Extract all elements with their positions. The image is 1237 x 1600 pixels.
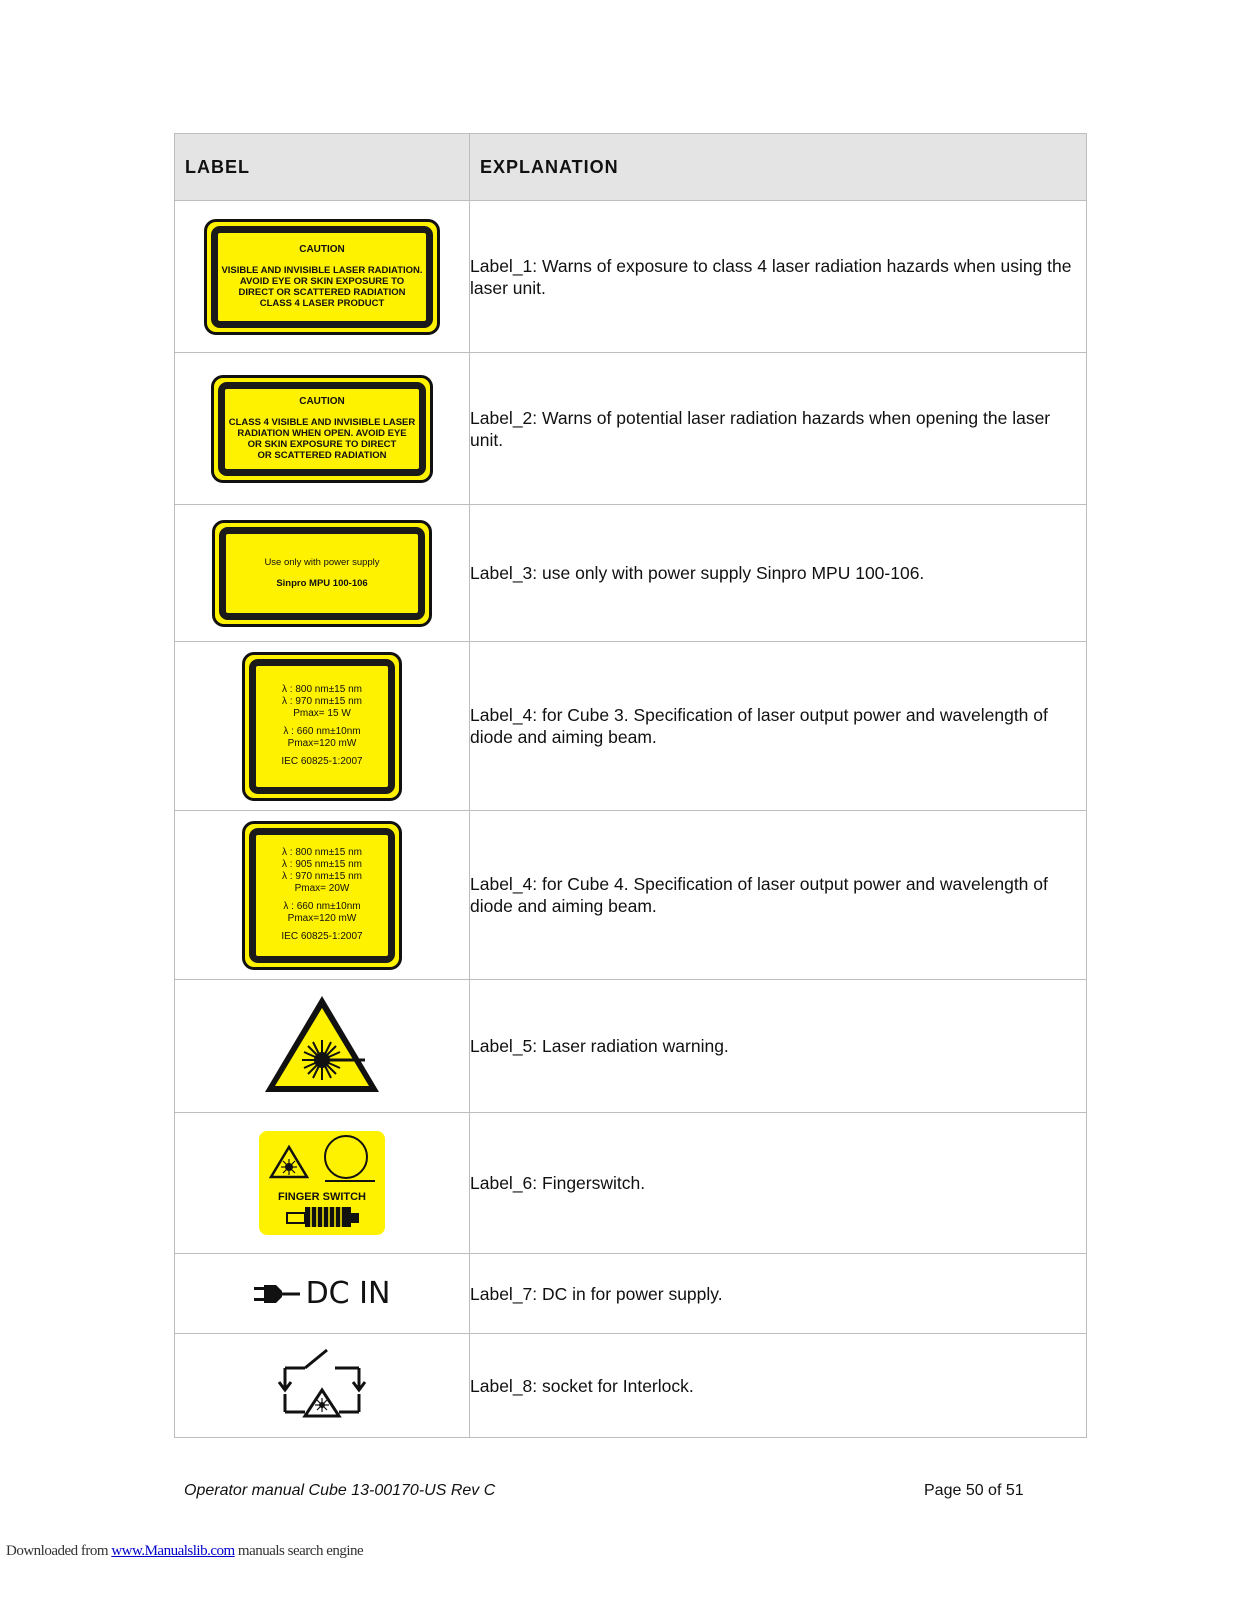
table-row xyxy=(175,353,1087,505)
watermark-suffix: manuals search engine xyxy=(234,1543,364,1559)
caution-sticker-1 xyxy=(204,219,440,335)
label-cell xyxy=(175,1113,470,1254)
power-supply-sticker xyxy=(212,520,432,627)
sticker-line: Pmax=120 mW xyxy=(287,913,357,924)
dc-in-text: DC IN xyxy=(305,1276,391,1311)
header-label: LABEL xyxy=(175,134,470,201)
interlock-switch-icon xyxy=(277,1346,367,1420)
spec-sticker-cube3 xyxy=(242,652,402,801)
sticker-line: IEC 60825-1:2007 xyxy=(281,931,363,942)
manualslib-link[interactable]: www.Manualslib.com xyxy=(111,1543,235,1559)
sticker-line: λ : 800 nm±15 nm xyxy=(282,847,362,858)
explanation-cell: Label_4: for Cube 4. Specification of laser output power and wavelength of diode and aiming beam. xyxy=(470,811,1087,980)
sticker-line: AVOID EYE OR SKIN EXPOSURE TO xyxy=(239,276,405,287)
sticker-line: Pmax=120 mW xyxy=(287,738,357,749)
sticker-line: Pmax= 15 W xyxy=(293,708,351,719)
table-row xyxy=(175,505,1087,642)
label-cell xyxy=(175,642,470,811)
table-row xyxy=(175,980,1087,1113)
sticker-heading: CAUTION xyxy=(299,244,345,255)
header-explanation: EXPLANATION xyxy=(470,134,1087,201)
explanation-cell: Label_6: Fingerswitch. xyxy=(470,1113,1087,1254)
label-cell xyxy=(175,505,470,642)
table-row xyxy=(175,1334,1087,1438)
sticker-line: VISIBLE AND INVISIBLE LASER RADIATION. xyxy=(221,265,423,276)
explanation-cell: Label_4: for Cube 3. Specification of laser output power and wavelength of diode and aiming beam. xyxy=(470,642,1087,811)
label-cell xyxy=(175,1254,470,1334)
sticker-line: λ : 660 nm±10nm xyxy=(283,901,361,912)
footer-manual-title: Operator manual Cube 13-00170-US Rev C xyxy=(184,1482,496,1499)
label-cell xyxy=(175,980,470,1113)
dc-in-label xyxy=(254,1276,391,1311)
sticker-line: Use only with power supply xyxy=(264,557,380,568)
sticker-line: λ : 660 nm±10nm xyxy=(283,726,361,737)
sticker-line: DIRECT OR SCATTERED RADIATION xyxy=(238,287,406,298)
explanation-cell: Label_8: socket for Interlock. xyxy=(470,1334,1087,1438)
labels-table xyxy=(174,133,1087,1438)
explanation-cell: Label_3: use only with power supply Sinpro MPU 100-106. xyxy=(470,505,1087,642)
sticker-line: IEC 60825-1:2007 xyxy=(281,756,363,767)
explanation-cell: Label_5: Laser radiation warning. xyxy=(470,980,1087,1113)
sticker-line: CLASS 4 VISIBLE AND INVISIBLE LASER xyxy=(228,417,416,428)
table-row xyxy=(175,811,1087,980)
label-cell xyxy=(175,201,470,353)
sticker-line: Pmax= 20W xyxy=(294,883,350,894)
sticker-line: Sinpro MPU 100-106 xyxy=(276,578,368,589)
table-row xyxy=(175,642,1087,811)
sticker-line: λ : 905 nm±15 nm xyxy=(282,859,362,870)
footer-page-number: Page 50 of 51 xyxy=(924,1482,1024,1499)
label-cell xyxy=(175,353,470,505)
explanation-cell: Label_2: Warns of potential laser radiation hazards when opening the laser unit. xyxy=(470,353,1087,505)
laser-warning-triangle-icon xyxy=(261,992,383,1096)
label-cell xyxy=(175,811,470,980)
download-watermark xyxy=(6,1543,363,1560)
caution-sticker-2 xyxy=(211,375,433,483)
dc-plug-icon xyxy=(254,1283,300,1305)
explanation-cell: Label_1: Warns of exposure to class 4 laser radiation hazards when using the laser unit. xyxy=(470,201,1087,353)
explanation-cell: Label_7: DC in for power supply. xyxy=(470,1254,1087,1334)
sticker-line: λ : 800 nm±15 nm xyxy=(282,684,362,695)
label-cell xyxy=(175,1334,470,1438)
finger-switch-text: FINGER SWITCH xyxy=(278,1191,366,1203)
table-row xyxy=(175,201,1087,353)
finger-switch-icon xyxy=(259,1131,385,1235)
watermark-prefix: Downloaded from xyxy=(6,1543,112,1559)
sticker-line: λ : 970 nm±15 nm xyxy=(282,696,362,707)
spec-sticker-cube4 xyxy=(242,821,402,970)
sticker-line: OR SKIN EXPOSURE TO DIRECT xyxy=(247,439,397,450)
sticker-line: OR SCATTERED RADIATION xyxy=(257,450,387,461)
finger-switch-sticker xyxy=(259,1131,385,1235)
table-row xyxy=(175,1113,1087,1254)
sticker-line: λ : 970 nm±15 nm xyxy=(282,871,362,882)
header-row xyxy=(175,134,1087,201)
sticker-line: CLASS 4 LASER PRODUCT xyxy=(259,298,385,309)
sticker-line: RADIATION WHEN OPEN. AVOID EYE xyxy=(237,428,407,439)
table-row xyxy=(175,1254,1087,1334)
sticker-heading: CAUTION xyxy=(299,396,345,407)
